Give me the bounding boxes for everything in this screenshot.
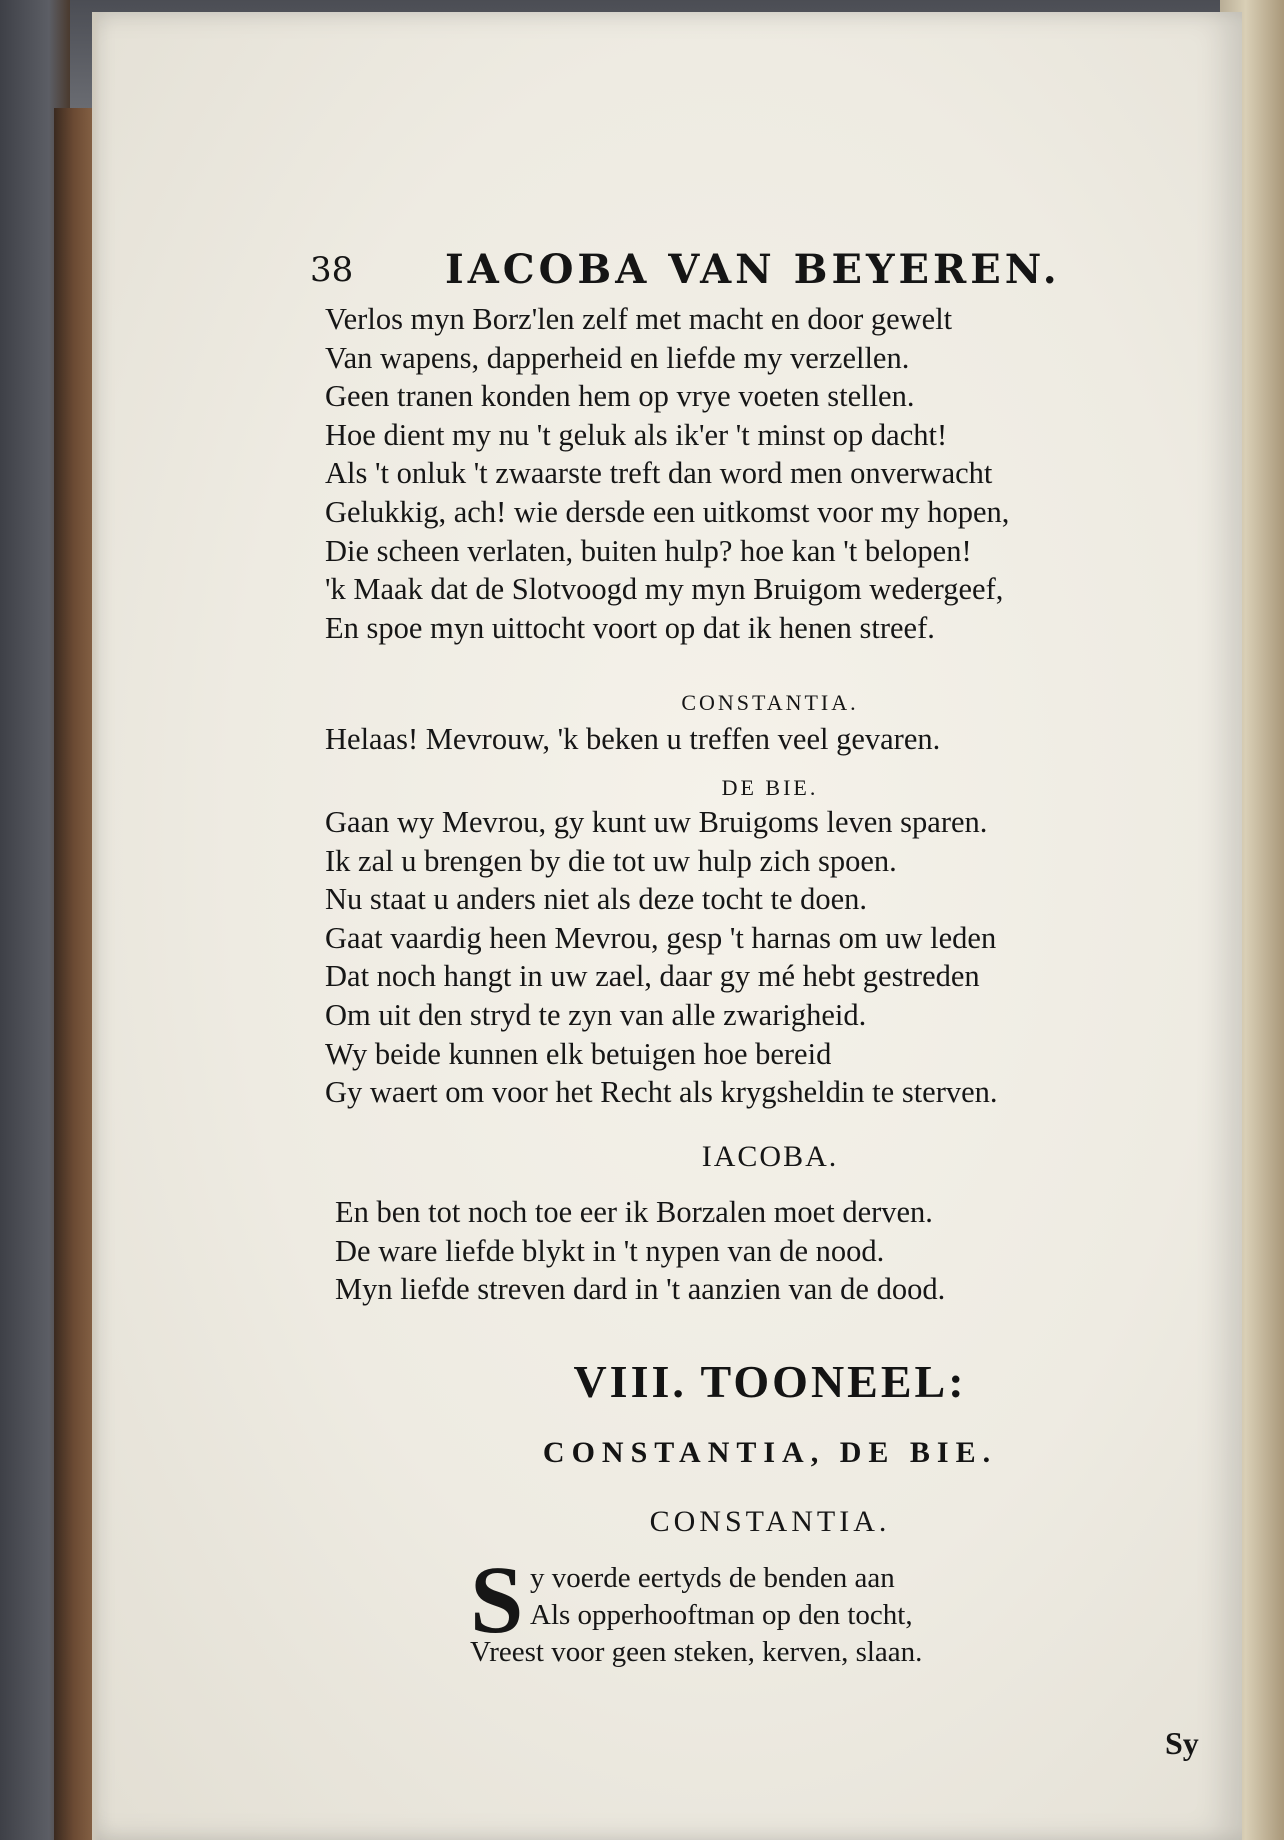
verse-line: Myn liefde streven dard in 't aanzien van de dood. bbox=[335, 1272, 946, 1307]
verse-line: Gelukkig, ach! wie dersde een uitkomst voor my hopen, bbox=[325, 494, 1010, 529]
verse-line: 'k Maak dat de Slotvoogd my myn Bruigom wedergeef, bbox=[325, 572, 1004, 607]
verse-line: Van wapens, dapperheid en liefde my verzellen. bbox=[325, 340, 910, 375]
verse-line: Verlos myn Borz'len zelf met macht en door gewelt bbox=[325, 302, 953, 336]
running-title: IACOBA VAN BEYEREN. bbox=[445, 246, 1061, 293]
page-number: 38 bbox=[310, 250, 354, 290]
speaker-heading-debie: DE BIE. bbox=[721, 775, 819, 800]
drop-cap: S bbox=[470, 1546, 524, 1653]
song-line: y voerde eertyds de benden aan bbox=[530, 1562, 895, 1594]
passage-1 bbox=[325, 300, 1215, 647]
verse-line: Als 't onluk 't zwaarste treft dan word men onverwacht bbox=[325, 456, 993, 491]
song-lines bbox=[470, 1560, 922, 1671]
passage-2 bbox=[325, 803, 1215, 1112]
speaker-heading-constantia: CONSTANTIA. bbox=[681, 690, 859, 715]
verse-line: En ben tot noch toe eer ik Borzalen moet derven. bbox=[335, 1195, 933, 1229]
page-deckle-edge bbox=[92, 12, 100, 1840]
verse-line: Geen tranen konden hem op vrye voeten stellen. bbox=[325, 379, 915, 414]
verse-line: Nu staat u anders niet als deze tocht te doen. bbox=[325, 882, 868, 917]
constantia-line bbox=[325, 720, 1215, 759]
speaker-heading-iacoba: IACOBA. bbox=[701, 1140, 839, 1173]
verse-line: En spoe myn uittocht voort op dat ik henen streef. bbox=[325, 610, 935, 645]
verse-line: Gaan wy Mevrou, gy kunt uw Bruigoms leven sparen. bbox=[325, 805, 988, 839]
verse-line: Gy waert om voor het Recht als krygsheldin te sterven. bbox=[325, 1075, 998, 1110]
verse-line: Hoe dient my nu 't geluk als ik'er 't minst op dacht! bbox=[325, 417, 948, 452]
verse-line: Ik zal u brengen by die tot uw hulp zich spoen. bbox=[325, 843, 897, 878]
verse-line: De ware liefde blykt in 't nypen van de nood. bbox=[335, 1233, 885, 1268]
speaker-heading-constantia-2: CONSTANTIA. bbox=[649, 1505, 891, 1538]
song-stanza bbox=[470, 1546, 1170, 1700]
verse-line: Wy beide kunnen elk betuigen hoe bereid bbox=[325, 1036, 832, 1071]
verse-line: Helaas! Mevrouw, 'k beken u treffen veel gevaren. bbox=[325, 722, 941, 756]
passage-3 bbox=[335, 1193, 1225, 1309]
verse-line: Dat noch hangt in uw zael, daar gy mé hebt gestreden bbox=[325, 959, 980, 994]
verse-line: Die scheen verlaten, buiten hulp? hoe kan 't belopen! bbox=[325, 533, 972, 568]
catchword: Sy bbox=[1165, 1725, 1199, 1761]
song-line: Vreest voor geen steken, kerven, slaan. bbox=[470, 1636, 923, 1668]
scene-cast: CONSTANTIA, DE BIE. bbox=[542, 1436, 998, 1469]
verse-line: Gaat vaardig heen Mevrou, gesp 't harnas om uw leden bbox=[325, 920, 997, 955]
song-line: Als opperhooftman op den tocht, bbox=[530, 1599, 913, 1631]
verse-line: Om uit den stryd te zyn van alle zwarigheid. bbox=[325, 997, 867, 1032]
scene-title: VIII. TOONEEL: bbox=[573, 1356, 967, 1407]
